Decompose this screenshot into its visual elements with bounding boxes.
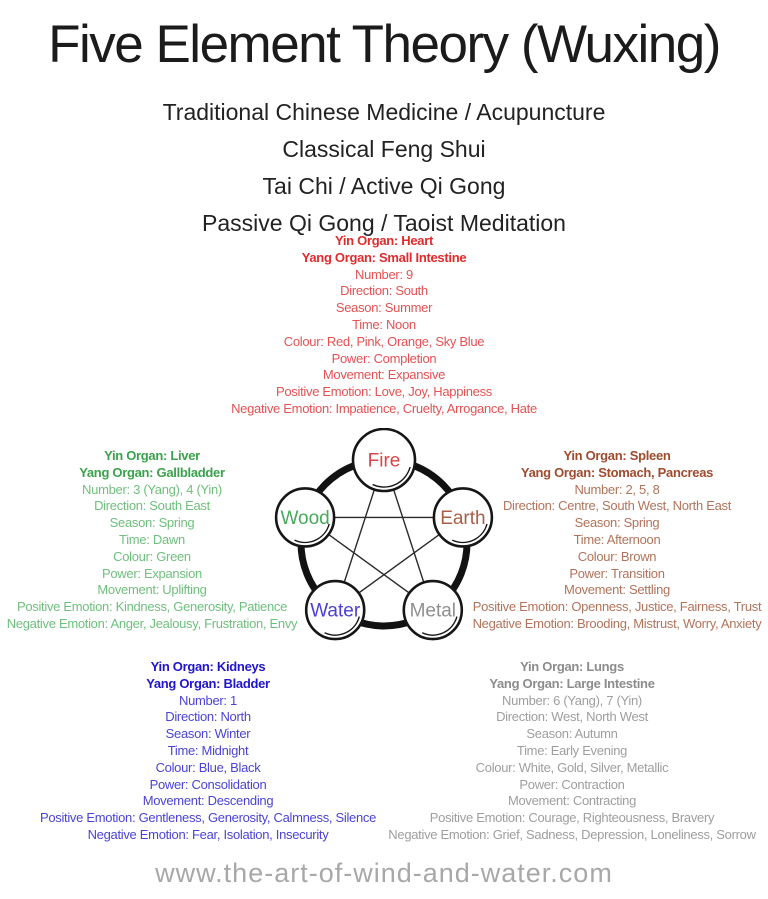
subtitle-list (0, 94, 768, 242)
fire-yang-organ: Yang Organ: Small Intestine (301, 249, 467, 265)
fire-attributes-block (231, 233, 537, 418)
attribute-line: Season: Winter (165, 726, 251, 742)
attribute-line: Negative Emotion: Fear, Isolation, Insecurity (87, 826, 329, 842)
attribute-line: Power: Consolidation (149, 776, 267, 792)
water-yang-organ: Yang Organ: Bladder (146, 675, 270, 691)
attribute-line: Movement: Uplifting (97, 582, 207, 598)
attribute-line: Time: Noon (352, 316, 416, 332)
attribute-line: Direction: West, North West (496, 709, 648, 725)
attribute-line: Positive Emotion: Love, Joy, Happiness (276, 384, 492, 400)
subtitle-line-3: Tai Chi / Active Qi Gong (262, 173, 506, 199)
attribute-line: Colour: Red, Pink, Orange, Sky Blue (283, 333, 485, 349)
attribute-line: Colour: Brown (577, 548, 657, 564)
attribute-line: Positive Emotion: Courage, Righteousness, Bravery (429, 810, 715, 826)
page-title: Five Element Theory (Wuxing) (48, 15, 720, 74)
attribute-line: Number: 9 (355, 266, 413, 282)
metal-node-label: Metal (409, 600, 457, 622)
metal-yang-organ: Yang Organ: Large Intestine (489, 675, 655, 691)
attribute-line: Power: Expansion (102, 565, 202, 581)
attribute-line: Time: Dawn (119, 531, 185, 547)
fire-node-label: Fire (367, 450, 401, 472)
attribute-line: Positive Emotion: Kindness, Generosity, Patience (16, 599, 288, 615)
attribute-line: Season: Spring (574, 515, 660, 531)
attribute-line: Movement: Settling (564, 582, 670, 598)
earth-node (434, 488, 492, 546)
attribute-line: Negative Emotion: Impatience, Cruelty, Arrogance, Hate (231, 400, 537, 416)
fire-node (353, 429, 415, 491)
attribute-line: Number: 2, 5, 8 (574, 481, 660, 497)
water-node-label: Water (310, 600, 361, 622)
attribute-line: Time: Midnight (167, 742, 249, 758)
water-node (306, 581, 364, 639)
five-element-cycle-diagram (249, 428, 519, 658)
metal-yin-organ: Yin Organ: Lungs (520, 659, 624, 674)
fire-yin-organ: Yin Organ: Heart (334, 233, 433, 248)
attribute-line: Negative Emotion: Brooding, Mistrust, Worry, Anxiety (472, 615, 762, 631)
attribute-line: Movement: Descending (142, 793, 274, 809)
attribute-line: Positive Emotion: Gentleness, Generosity, Calmness, Silence (39, 810, 377, 826)
attribute-line: Number: 6 (Yang), 7 (Yin) (502, 692, 642, 708)
subtitle-line-2: Classical Feng Shui (282, 136, 486, 162)
wood-yin-organ: Yin Organ: Liver (104, 448, 200, 463)
attribute-line: Negative Emotion: Grief, Sadness, Depression, Loneliness, Sorrow (388, 826, 756, 842)
attribute-line: Number: 3 (Yang), 4 (Yin) (82, 481, 222, 497)
wood-node-label: Wood (280, 507, 330, 529)
attribute-line: Direction: South East (94, 498, 210, 514)
metal-attributes-block (388, 659, 755, 844)
website-url: www.the-art-of-wind-and-water.com (155, 858, 613, 888)
subtitle-line-1: Traditional Chinese Medicine / Acupuncture (162, 99, 606, 125)
attribute-line: Direction: North (165, 709, 251, 725)
wood-yang-organ: Yang Organ: Gallbladder (79, 464, 225, 480)
attribute-line: Positive Emotion: Openness, Justice, Fairness, Trust (472, 599, 762, 615)
attribute-line: Power: Completion (331, 350, 437, 366)
metal-node (404, 581, 462, 639)
attribute-line: Colour: Blue, Black (155, 759, 261, 775)
attribute-line: Movement: Expansive (322, 367, 446, 383)
attribute-line: Season: Summer (335, 300, 433, 316)
attribute-line: Colour: White, Gold, Silver, Metallic (475, 759, 669, 775)
water-attributes-block (40, 659, 376, 844)
attribute-line: Movement: Contracting (507, 793, 637, 809)
attribute-line: Season: Spring (109, 515, 195, 531)
attribute-line: Time: Afternoon (573, 531, 661, 547)
wood-node (276, 488, 334, 546)
attribute-line: Number: 1 (178, 692, 237, 708)
earth-yin-organ: Yin Organ: Spleen (563, 448, 671, 463)
attribute-line: Direction: South (340, 283, 428, 299)
earth-yang-organ: Yang Organ: Stomach, Pancreas (520, 464, 714, 480)
subtitle-line-4: Passive Qi Gong / Taoist Meditation (202, 210, 566, 236)
attribute-line: Power: Contraction (519, 776, 625, 792)
attribute-line: Colour: Green (113, 548, 191, 564)
water-yin-organ: Yin Organ: Kidneys (150, 659, 266, 674)
attribute-line: Power: Transition (569, 565, 665, 581)
earth-node-label: Earth (440, 507, 486, 529)
attribute-line: Time: Early Evening (516, 742, 628, 758)
attribute-line: Season: Autumn (526, 726, 618, 742)
attribute-line: Direction: Centre, South West, North East (502, 498, 732, 514)
attribute-line: Negative Emotion: Anger, Jealousy, Frustration, Envy (6, 615, 298, 631)
